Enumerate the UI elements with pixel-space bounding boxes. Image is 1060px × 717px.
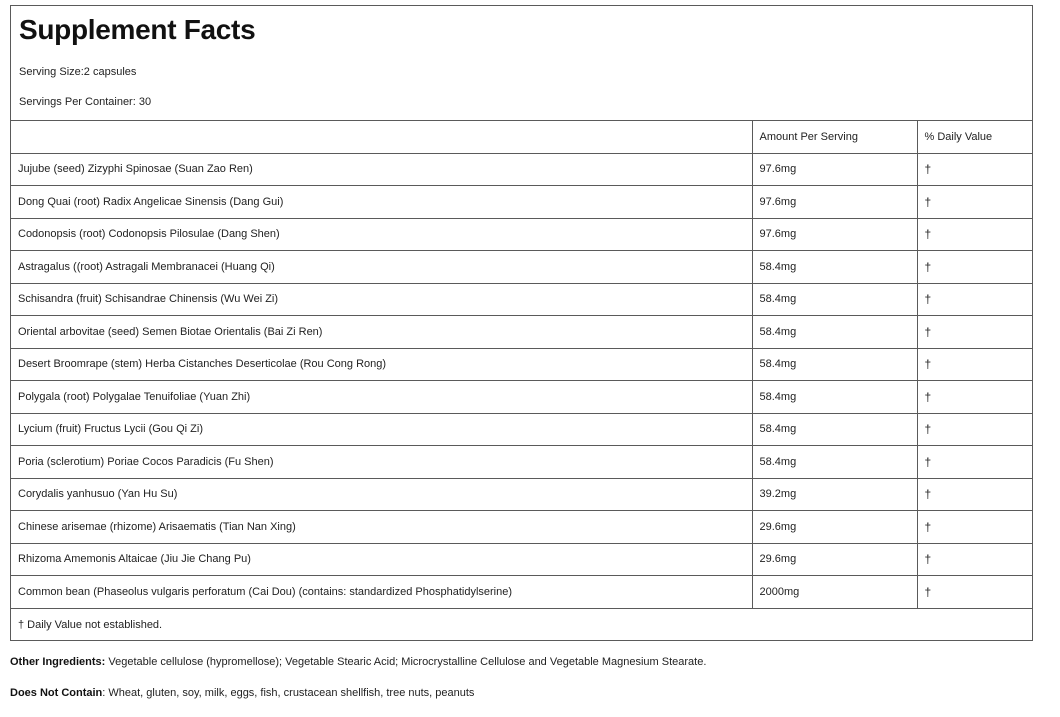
amount-per-serving: 39.2mg	[752, 478, 917, 511]
amount-per-serving: 97.6mg	[752, 218, 917, 251]
daily-value: †	[917, 543, 1032, 576]
table-body	[11, 153, 1032, 608]
amount-per-serving: 58.4mg	[752, 348, 917, 381]
table-row	[11, 316, 1032, 349]
header-ingredient	[11, 121, 752, 154]
amount-per-serving: 58.4mg	[752, 413, 917, 446]
amount-per-serving: 29.6mg	[752, 511, 917, 544]
table-row	[11, 413, 1032, 446]
does-not-contain-text: : Wheat, gluten, soy, milk, eggs, fish, crustacean shellfish, tree nuts, peanuts	[102, 687, 475, 699]
ingredient-name: Dong Quai (root) Radix Angelicae Sinensis (Dang Gui)	[11, 186, 752, 219]
ingredient-name: Common bean (Phaseolus vulgaris perforatum (Cai Dou) (contains: standardized Phosphatidylserine)	[11, 576, 752, 609]
header-daily-value: % Daily Value	[917, 121, 1032, 154]
amount-per-serving: 58.4mg	[752, 446, 917, 479]
daily-value: †	[917, 413, 1032, 446]
servings-per-container: Servings Per Container: 30	[19, 96, 152, 108]
ingredient-name: Codonopsis (root) Codonopsis Pilosulae (Dang Shen)	[11, 218, 752, 251]
daily-value: †	[917, 348, 1032, 381]
panel-title: Supplement Facts	[19, 14, 256, 45]
daily-value: †	[917, 478, 1032, 511]
amount-per-serving: 97.6mg	[752, 153, 917, 186]
amount-per-serving: 58.4mg	[752, 251, 917, 284]
amount-per-serving: 29.6mg	[752, 543, 917, 576]
table-row	[11, 478, 1032, 511]
table-row	[11, 576, 1032, 609]
table-row	[11, 251, 1032, 284]
table-row	[11, 283, 1032, 316]
facts-table	[11, 120, 1032, 641]
ingredient-name: Chinese arisemae (rhizome) Arisaematis (Tian Nan Xing)	[11, 511, 752, 544]
daily-value: †	[917, 251, 1032, 284]
daily-value: †	[917, 446, 1032, 479]
table-row	[11, 511, 1032, 544]
table-row	[11, 218, 1032, 251]
ingredient-name: Schisandra (fruit) Schisandrae Chinensis (Wu Wei Zi)	[11, 283, 752, 316]
serving-size: Serving Size:2 capsules	[19, 66, 137, 78]
amount-per-serving: 97.6mg	[752, 186, 917, 219]
table-row	[11, 348, 1032, 381]
ingredient-name: Rhizoma Amemonis Altaicae (Jiu Jie Chang Pu)	[11, 543, 752, 576]
supplement-facts-panel	[10, 5, 1033, 641]
daily-value: †	[917, 576, 1032, 609]
footnote: † Daily Value not established.	[11, 608, 1032, 641]
table-row	[11, 543, 1032, 576]
table-row	[11, 186, 1032, 219]
daily-value: †	[917, 283, 1032, 316]
daily-value: †	[917, 218, 1032, 251]
amount-per-serving: 2000mg	[752, 576, 917, 609]
ingredient-name: Astragalus ((root) Astragali Membranacei (Huang Qi)	[11, 251, 752, 284]
does-not-contain	[10, 687, 474, 699]
ingredient-name: Poria (sclerotium) Poriae Cocos Paradicis (Fu Shen)	[11, 446, 752, 479]
daily-value: †	[917, 316, 1032, 349]
does-not-contain-label: Does Not Contain	[10, 687, 103, 699]
amount-per-serving: 58.4mg	[752, 283, 917, 316]
other-ingredients	[10, 656, 706, 668]
amount-per-serving: 58.4mg	[752, 381, 917, 414]
daily-value: †	[917, 186, 1032, 219]
table-row	[11, 381, 1032, 414]
other-ingredients-text: Vegetable cellulose (hypromellose); Vegetable Stearic Acid; Microcrystalline Cellulose and Vegetable Magnesium Stearate.	[105, 656, 707, 668]
ingredient-name: Corydalis yanhusuo (Yan Hu Su)	[11, 478, 752, 511]
daily-value: †	[917, 381, 1032, 414]
table-row	[11, 153, 1032, 186]
ingredient-name: Desert Broomrape (stem) Herba Cistanches Deserticolae (Rou Cong Rong)	[11, 348, 752, 381]
amount-per-serving: 58.4mg	[752, 316, 917, 349]
header-amount: Amount Per Serving	[752, 121, 917, 154]
ingredient-name: Lycium (fruit) Fructus Lycii (Gou Qi Zi)	[11, 413, 752, 446]
other-ingredients-label: Other Ingredients:	[10, 656, 106, 668]
ingredient-name: Jujube (seed) Zizyphi Spinosae (Suan Zao Ren)	[11, 153, 752, 186]
daily-value: †	[917, 153, 1032, 186]
daily-value: †	[917, 511, 1032, 544]
table-header-row	[11, 121, 1032, 154]
ingredient-name: Polygala (root) Polygalae Tenuifoliae (Yuan Zhi)	[11, 381, 752, 414]
footnote-row	[11, 608, 1032, 641]
ingredient-name: Oriental arbovitae (seed) Semen Biotae Orientalis (Bai Zi Ren)	[11, 316, 752, 349]
table-row	[11, 446, 1032, 479]
